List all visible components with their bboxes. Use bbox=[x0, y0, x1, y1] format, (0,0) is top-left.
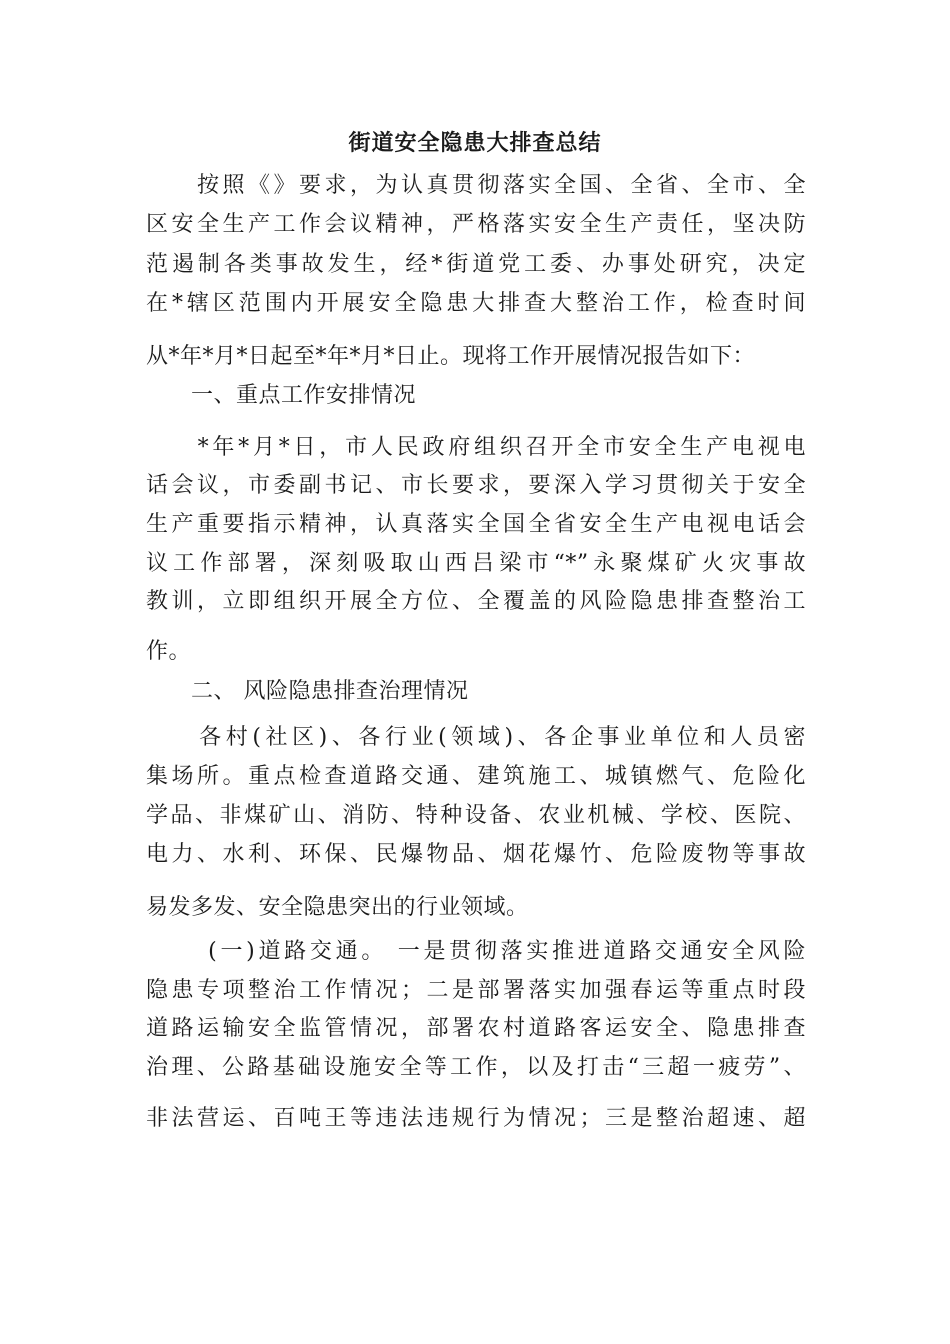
paragraph-line: 非法营运、百吨王等违法违规行为情况；三是整治超速、超 bbox=[146, 1106, 806, 1131]
section-heading: 一、重点工作安排情况 bbox=[146, 383, 417, 408]
section-heading: 二、 风险隐患排查治理情况 bbox=[146, 679, 469, 704]
paragraph-line: 按照《》要求，为认真贯彻落实全国、全省、全市、全 bbox=[146, 173, 806, 198]
paragraph-line: 话会议，市委副书记、市长要求，要深入学习贯彻关于安全 bbox=[146, 473, 806, 498]
paragraph-line: 区安全生产工作会议精神，严格落实安全生产责任，坚决防 bbox=[146, 212, 806, 237]
paragraph-line: 集场所。重点检查道路交通、建筑施工、城镇燃气、危险化 bbox=[146, 764, 806, 789]
paragraph-line: 生产重要指示精神，认真落实全国全省安全生产电视电话会 bbox=[146, 512, 806, 537]
paragraph-line: 治理、公路基础设施安全等工作，以及打击“三超一疲劳”、 bbox=[146, 1055, 806, 1080]
paragraph-line: (一)道路交通。 一是贯彻落实推进道路交通安全风险 bbox=[146, 939, 806, 964]
paragraph-line: 作。 bbox=[146, 639, 192, 664]
paragraph-line: 道路运输安全监管情况，部署农村道路客运安全、隐患排查 bbox=[146, 1016, 806, 1041]
paragraph-line: 范遏制各类事故发生，经*街道党工委、办事处研究，决定 bbox=[146, 252, 806, 277]
document-title: 街道安全隐患大排查总结 bbox=[348, 130, 602, 156]
paragraph-line: *年*月*日，市人民政府组织召开全市安全生产电视电 bbox=[146, 435, 806, 460]
paragraph-line: 议工作部署，深刻吸取山西吕梁市“*”永聚煤矿火灾事故 bbox=[146, 551, 806, 576]
paragraph-line: 各村(社区)、各行业(领域)、各企事业单位和人员密 bbox=[146, 725, 806, 750]
paragraph-line: 易发多发、安全隐患突出的行业领域。 bbox=[146, 895, 529, 920]
paragraph-line: 隐患专项整治工作情况；二是部署落实加强春运等重点时段 bbox=[146, 978, 806, 1003]
paragraph-line: 教训，立即组织开展全方位、全覆盖的风险隐患排查整治工 bbox=[146, 589, 806, 614]
paragraph-line: 在*辖区范围内开展安全隐患大排查大整治工作，检查时间 bbox=[146, 291, 806, 316]
paragraph-line: 电力、水利、环保、民爆物品、烟花爆竹、危险废物等事故 bbox=[146, 842, 806, 867]
paragraph-line: 从*年*月*日起至*年*月*日止。现将工作开展情况报告如下： bbox=[146, 344, 756, 369]
paragraph-line: 学品、非煤矿山、消防、特种设备、农业机械、学校、医院、 bbox=[146, 803, 806, 828]
